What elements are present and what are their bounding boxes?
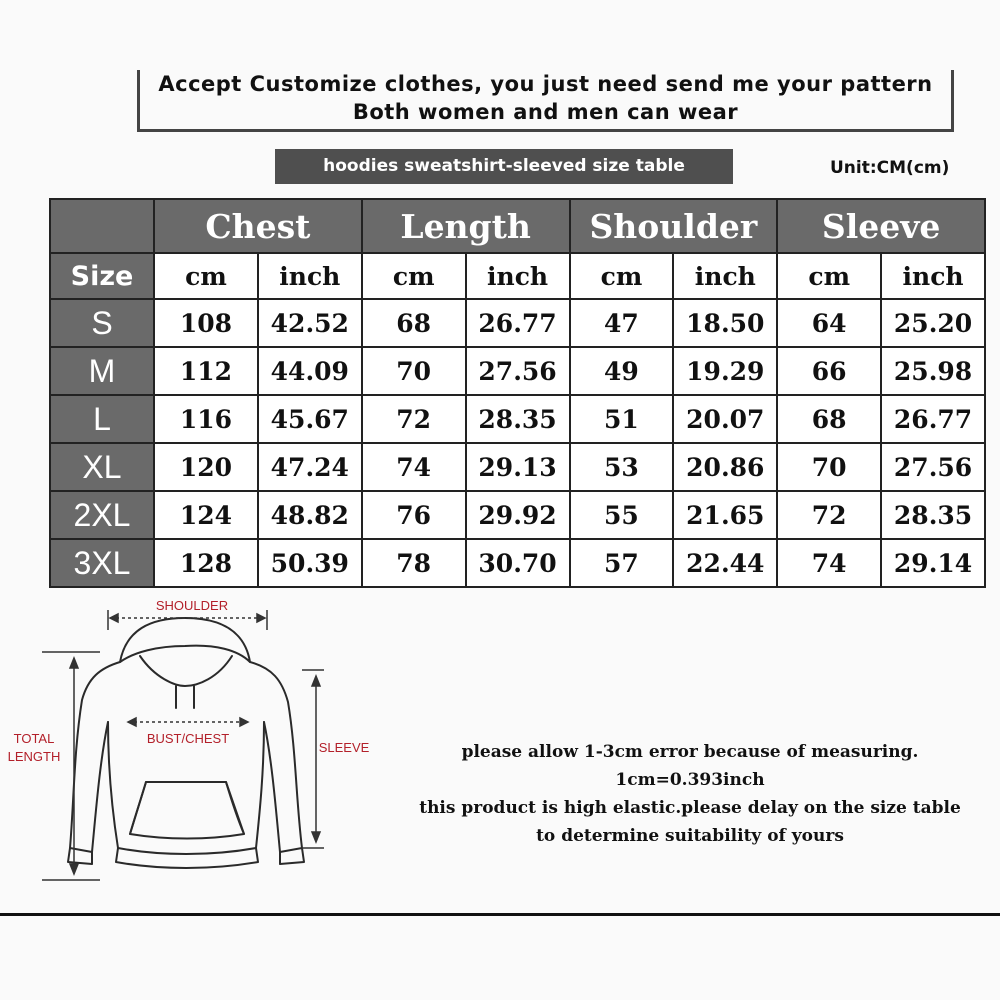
table-row [50,443,985,491]
measurement-cell: 50.39 [258,539,362,587]
table-row [50,539,985,587]
table-row [50,395,985,443]
group-header-row [50,199,985,253]
sleeve-label: SLEEVE [318,740,370,755]
measurement-cell: 44.09 [258,347,362,395]
measurement-cell: 21.65 [673,491,777,539]
measurement-cell: 26.77 [466,299,570,347]
measurement-cell: 72 [362,395,466,443]
measurement-cell: 27.56 [466,347,570,395]
measurement-cell: 128 [154,539,258,587]
measurement-cell: 74 [777,539,881,587]
size-table [49,198,986,588]
unit-header: inch [881,253,985,299]
measurement-cell: 51 [570,395,674,443]
measurement-cell: 74 [362,443,466,491]
group-sleeve: Sleeve [777,199,985,253]
header-line-2: Both women and men can wear [352,100,739,124]
group-length: Length [362,199,570,253]
table-row [50,347,985,395]
table-corner [50,199,154,253]
measurement-cell: 26.77 [881,395,985,443]
measurement-cell: 47 [570,299,674,347]
measurement-cell: 30.70 [466,539,570,587]
note-line-2: 1cm=0.393inch [615,770,765,790]
measurement-cell: 29.92 [466,491,570,539]
measurement-cell: 25.98 [881,347,985,395]
shoulder-label: SHOULDER [155,598,229,613]
measurement-cell: 47.24 [258,443,362,491]
measurement-cell: 68 [777,395,881,443]
unit-header-row [50,253,985,299]
size-cell: 2XL [50,491,154,539]
measurement-cell: 20.86 [673,443,777,491]
table-row [50,491,985,539]
unit-header: inch [258,253,362,299]
note-line-1: please allow 1-3cm error because of measuring. [461,742,919,762]
measurement-cell: 19.29 [673,347,777,395]
unit-header: inch [466,253,570,299]
measurement-cell: 48.82 [258,491,362,539]
size-cell: 3XL [50,539,154,587]
unit-label: Unit:CM(cm) [830,158,950,178]
unit-header: inch [673,253,777,299]
unit-header: cm [154,253,258,299]
total-length-label-1: TOTAL [13,731,55,746]
measurement-cell: 66 [777,347,881,395]
measurement-cell: 29.13 [466,443,570,491]
hoodie-measurement-diagram [0,590,400,910]
group-chest: Chest [154,199,362,253]
measurement-cell: 27.56 [881,443,985,491]
total-length-label-2: LENGTH [7,749,61,764]
measurement-cell: 18.50 [673,299,777,347]
size-column-header: Size [50,253,154,299]
measurement-cell: 116 [154,395,258,443]
measurement-cell: 70 [362,347,466,395]
table-title: hoodies sweatshirt-sleeved size table [275,149,733,184]
measurement-cell: 29.14 [881,539,985,587]
measurement-cell: 70 [777,443,881,491]
note-line-4: to determine suitability of yours [536,826,844,846]
measurement-cell: 49 [570,347,674,395]
measurement-cell: 120 [154,443,258,491]
size-cell: XL [50,443,154,491]
size-cell: L [50,395,154,443]
measurement-cell: 78 [362,539,466,587]
size-cell: M [50,347,154,395]
measurement-cell: 64 [777,299,881,347]
measurement-cell: 22.44 [673,539,777,587]
note-line-3: this product is high elastic.please delay on the size table [419,798,961,818]
bottom-divider [0,913,1000,916]
measurement-cell: 42.52 [258,299,362,347]
measurement-notes [380,738,1000,850]
measurement-cell: 57 [570,539,674,587]
measurement-cell: 72 [777,491,881,539]
unit-header: cm [570,253,674,299]
table-row [50,299,985,347]
measurement-cell: 45.67 [258,395,362,443]
group-shoulder: Shoulder [570,199,778,253]
size-cell: S [50,299,154,347]
measurement-cell: 68 [362,299,466,347]
measurement-cell: 55 [570,491,674,539]
measurement-cell: 28.35 [466,395,570,443]
measurement-cell: 25.20 [881,299,985,347]
header-line-1: Accept Customize clothes, you just need send me your pattern [158,72,933,96]
measurement-cell: 20.07 [673,395,777,443]
bust-chest-label: BUST/CHEST [146,731,230,746]
measurement-cell: 28.35 [881,491,985,539]
measurement-cell: 124 [154,491,258,539]
measurement-cell: 112 [154,347,258,395]
measurement-cell: 76 [362,491,466,539]
unit-header: cm [777,253,881,299]
measurement-cell: 108 [154,299,258,347]
unit-header: cm [362,253,466,299]
measurement-cell: 53 [570,443,674,491]
